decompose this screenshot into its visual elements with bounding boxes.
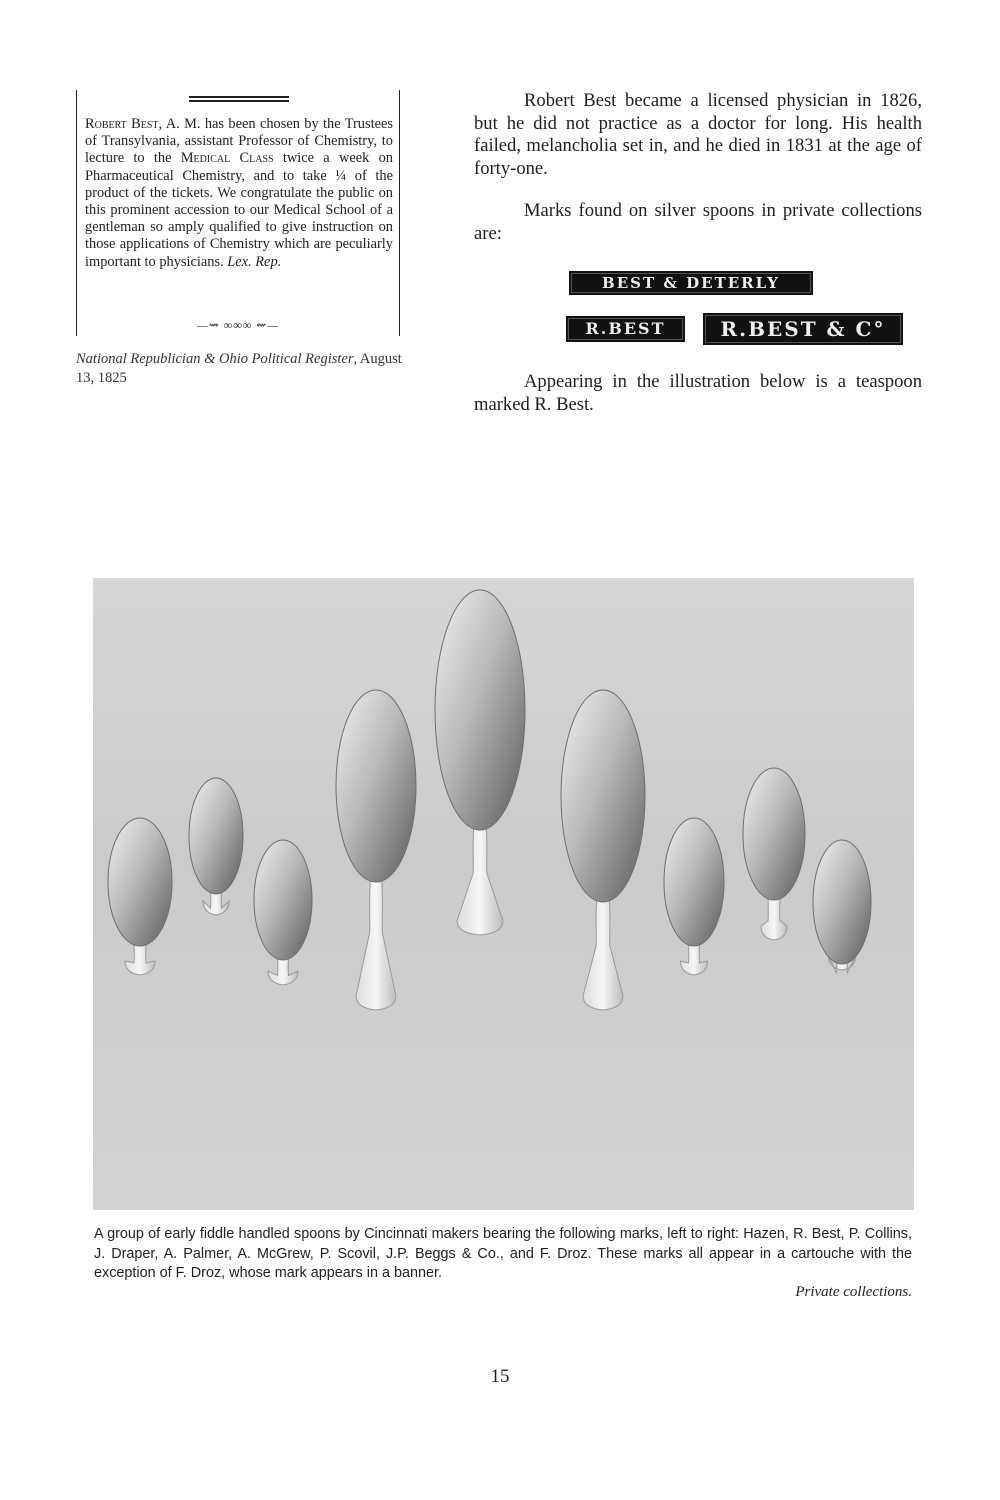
spoons-illustration	[93, 578, 914, 1210]
clipping-degree: , A. M.	[158, 116, 201, 132]
body-paragraph-1	[474, 90, 922, 180]
maker-mark-r-best: R.BEST	[566, 316, 685, 342]
clipping-rule	[189, 96, 289, 98]
clipping-text	[85, 116, 393, 271]
photo-caption: A group of early fiddle handled spoons by Cincinnati makers bearing the following marks, left to right: Hazen, R. Best, P. Collins, J. Draper, A. Palmer, A. McGrew, P. Scovil, J.P. Beggs & Co., and F. Droz. These marks all appear in a cartouche with the exception of F. Droz, whose mark appears in a banner.	[94, 1226, 912, 1281]
body-text: Appearing in the illustration below is a teaspoon marked R. Best.	[474, 371, 922, 415]
body-text: Robert Best became a licensed physician in 1826, but he did not practice as a doctor for long. His health failed, melancholia set in, and he died in 1831 at the age of forty-one.	[474, 90, 922, 179]
spoon-9	[813, 840, 871, 973]
spoon-8	[743, 768, 805, 940]
maker-mark-best-deterly: BEST & DETERLY	[569, 271, 813, 295]
clipping-text-1: has been chosen by the Trustees of Transylvania, assistant Professor of Chemistry, to lecture to the	[85, 116, 393, 167]
spoon-1	[108, 818, 172, 975]
spoon-3	[254, 840, 312, 985]
photo-credit: Private collections.	[795, 1284, 912, 1300]
clipping-rule	[189, 100, 289, 102]
spoon-4	[336, 690, 416, 1010]
spoon-7	[664, 818, 724, 975]
spoons-photograph	[93, 578, 914, 1210]
clipping-source-title: National Republician & Ohio Political Register	[76, 351, 354, 367]
clipping-name: Robert Best	[85, 116, 159, 132]
spoon-6	[561, 690, 645, 1010]
page-number: 15	[490, 1366, 510, 1387]
body-paragraph-3	[474, 371, 922, 416]
maker-mark-r-best-co: R.BEST & C°	[703, 313, 903, 345]
spoon-5	[435, 590, 525, 935]
clipping-text-2: twice a week on Pharmaceutical Chemistry, and to take ¼ of the product of the tickets. We congratulate the public on this prominent accession to our Medical School of a gentleman so amply qualified to give instruction on those applications of Chemistry which are peculiarly important to physicians.	[85, 150, 393, 270]
newspaper-clipping	[76, 90, 400, 336]
clipping-source-date: , August 13, 1825	[76, 351, 402, 386]
clipping-ornament: —⇝ ∞∞∞ ⇜—	[196, 318, 280, 332]
clipping-source	[76, 350, 406, 388]
body-text: Marks found on silver spoons in private collections are:	[474, 200, 922, 244]
body-paragraph-2	[474, 200, 922, 245]
clipping-medical-class: Medical Class	[180, 150, 274, 167]
clipping-source-ref: Lex. Rep.	[227, 253, 282, 270]
spoon-2	[189, 778, 243, 915]
